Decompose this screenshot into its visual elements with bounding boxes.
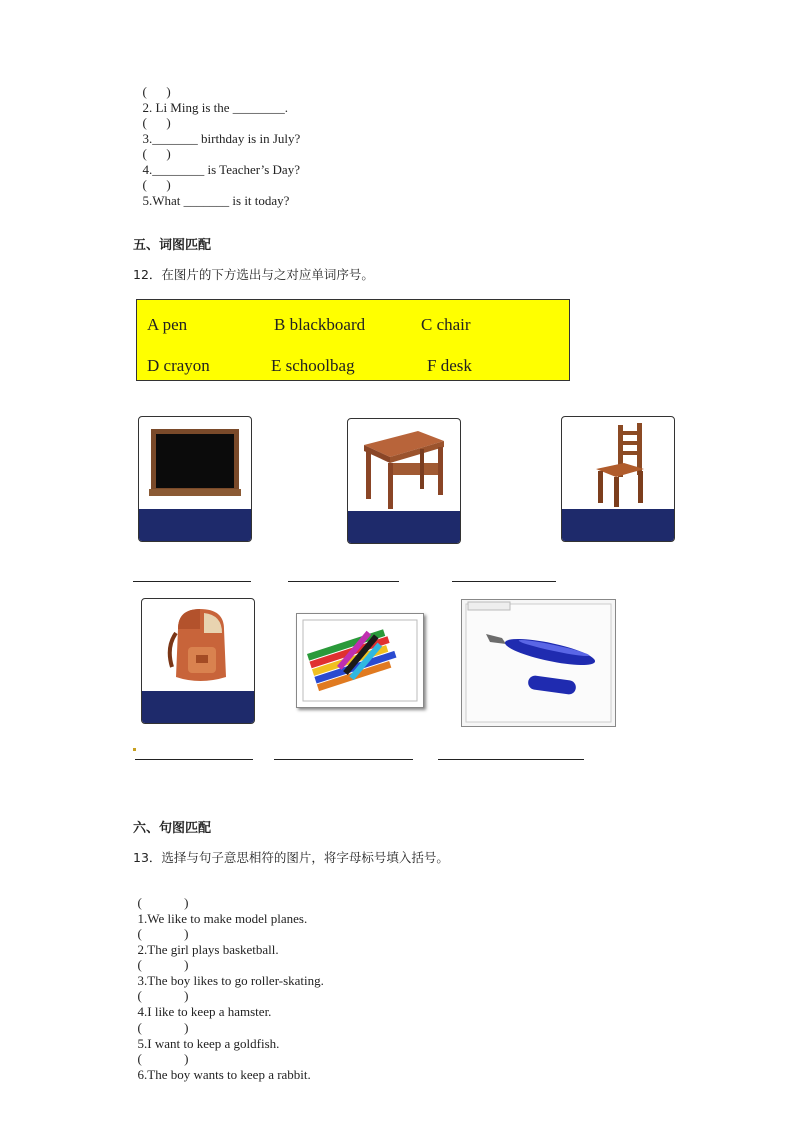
- section-6-instruction: 13．选择与句子意思相符的图片，将字母标号填入括号。: [133, 850, 449, 865]
- answer-line[interactable]: [274, 759, 413, 760]
- mark-dot: [133, 748, 136, 751]
- sentence-text: 6.The boy wants to keep a rabbit.: [137, 1067, 311, 1082]
- answer-line[interactable]: [452, 581, 556, 582]
- sentence-text: 1.We like to make model planes.: [137, 911, 308, 926]
- word-bank-box: [136, 299, 570, 381]
- answer-paren[interactable]: ( ): [137, 957, 189, 972]
- answer-paren[interactable]: ( ): [142, 115, 171, 130]
- answer-paren[interactable]: ( ): [137, 988, 189, 1003]
- word-option: F desk: [427, 356, 472, 375]
- schoolbag-card: [141, 598, 255, 724]
- sentence-text: 2.The girl plays basketball.: [137, 942, 279, 957]
- sentence-text: 4.I like to keep a hamster.: [137, 1004, 272, 1019]
- question-text: 5.What _______ is it today?: [142, 193, 290, 208]
- sentence-text: 5.I want to keep a goldfish.: [137, 1036, 280, 1051]
- answer-paren[interactable]: ( ): [142, 146, 171, 161]
- question-text: 3._______ birthday is in July?: [142, 131, 301, 146]
- desk-card: [347, 418, 461, 544]
- chair-picture: [562, 417, 674, 509]
- pen-frame: [461, 599, 616, 727]
- schoolbag-picture: [142, 599, 254, 691]
- answer-band: [139, 509, 251, 541]
- section-6-title: 六、句图匹配: [133, 821, 212, 836]
- blackboard-picture: [139, 417, 251, 509]
- blackboard-card: [138, 416, 252, 542]
- question-text: 4.________ is Teacher’s Day?: [142, 162, 300, 177]
- answer-band: [142, 691, 254, 723]
- section-5-instruction: 12．在图片的下方选出与之对应单词序号。: [133, 267, 374, 282]
- section-5-title: 五、词图匹配: [133, 238, 212, 253]
- answer-paren[interactable]: ( ): [137, 1020, 189, 1035]
- answer-paren[interactable]: ( ): [142, 84, 171, 99]
- pen-picture: [462, 600, 615, 726]
- desk-picture: [348, 419, 460, 511]
- answer-line[interactable]: [288, 581, 399, 582]
- answer-paren[interactable]: ( ): [137, 895, 189, 910]
- word-option: A pen: [147, 315, 188, 334]
- word-option: D crayon: [147, 356, 210, 375]
- answer-paren[interactable]: ( ): [137, 1051, 189, 1066]
- answer-line[interactable]: [135, 759, 253, 760]
- crayons-frame: [296, 613, 424, 708]
- question-text: 2. Li Ming is the ________.: [142, 100, 289, 115]
- answer-paren[interactable]: ( ): [137, 926, 189, 941]
- answer-paren[interactable]: ( ): [142, 177, 171, 192]
- sentence-text: 3.The boy likes to go roller-skating.: [137, 973, 324, 988]
- answer-band: [348, 511, 460, 543]
- word-option: E schoolbag: [271, 356, 355, 375]
- word-option: B blackboard: [274, 315, 366, 334]
- question-5: [136, 161, 289, 209]
- answer-line[interactable]: [438, 759, 584, 760]
- crayons-picture: [297, 614, 423, 707]
- sentence-item: [131, 1035, 311, 1083]
- answer-band: [562, 509, 674, 541]
- chair-card: [561, 416, 675, 542]
- word-option: C chair: [421, 315, 471, 334]
- answer-line[interactable]: [133, 581, 251, 582]
